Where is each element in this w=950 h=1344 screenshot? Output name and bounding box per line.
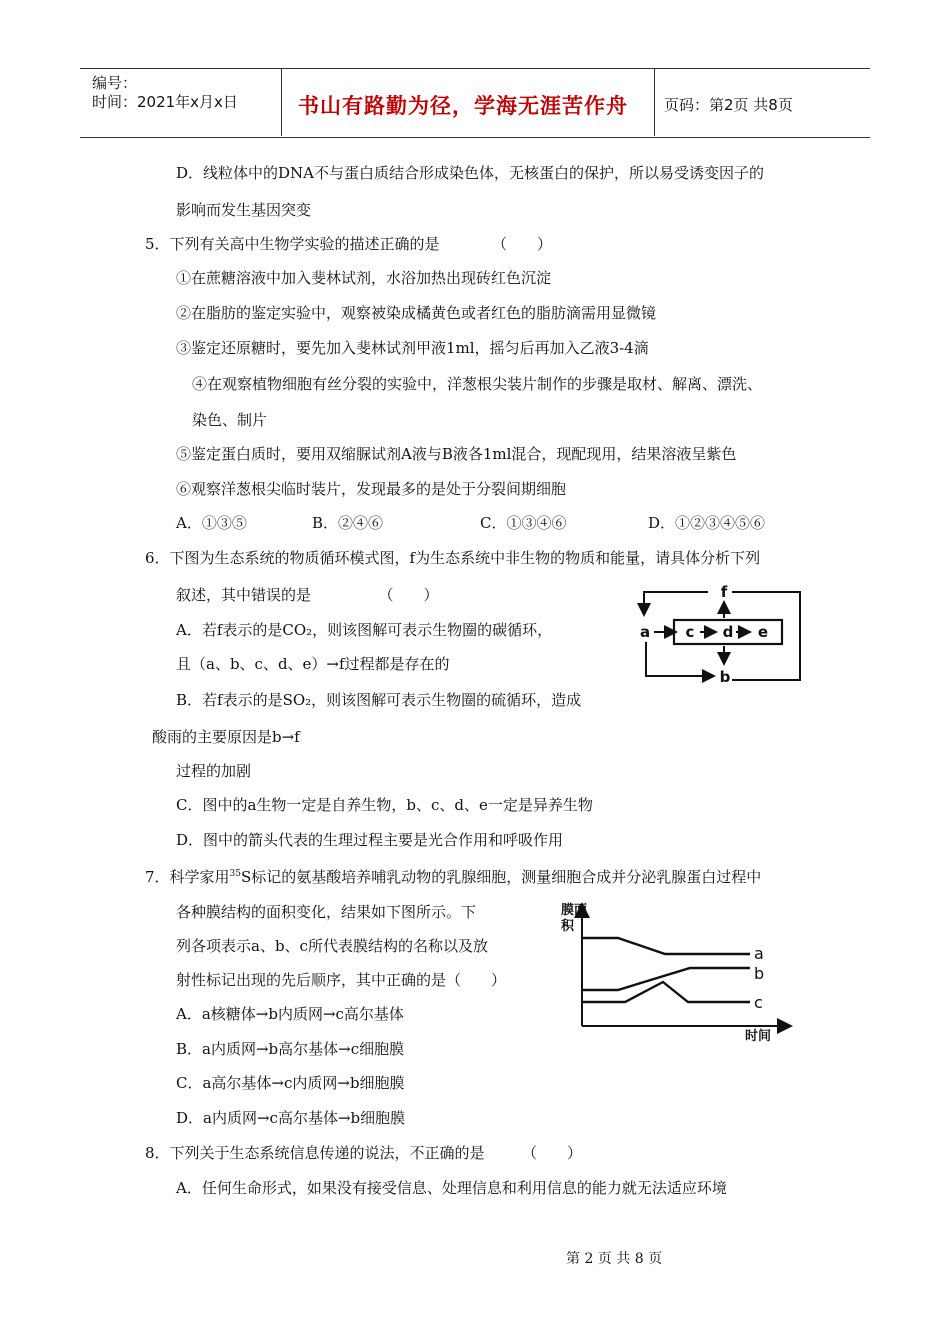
question-7-stem-line2: 各种膜结构的面积变化，结果如下图所示。下 <box>176 903 477 921</box>
q5-statement-4-line1: ④在观察植物细胞有丝分裂的实验中，洋葱根尖装片制作的步骤是取材、解离、漂洗、 <box>192 375 763 393</box>
q5-statement-3: ③鉴定还原糖时，要先加入斐林试剂甲液1ml，摇匀后再加入乙液3-4滴 <box>176 339 649 357</box>
node-f: f <box>720 583 728 601</box>
y-axis-label-line1: 膜面 <box>561 903 588 918</box>
x-axis-label: 时间 <box>745 1029 772 1044</box>
q5-statement-5: ⑤鉴定蛋白质时，要用双缩脲试剂A液与B液各1ml混合，现配现用，结果溶液呈紫色 <box>176 445 737 463</box>
node-a: a <box>639 623 651 641</box>
series-a-line <box>582 938 750 954</box>
header-divider-1 <box>281 68 282 136</box>
q6-option-a-line2: 且（a、b、c、d、e）→f过程都是存在的 <box>176 655 450 673</box>
question-6-stem-line1: 6．下图为生态系统的物质循环模式图，f为生态系统中非生物的物质和能量，请具体分析下列 <box>145 549 761 567</box>
q6-option-b-line1: B．若f表示的是SO₂，则该图解可表示生物圈的硫循环，造成 <box>176 691 582 709</box>
q5-option-a: A．①③⑤ <box>176 514 247 532</box>
question-7-stem-line1 <box>145 864 761 887</box>
node-d: d <box>722 623 734 641</box>
node-b: b <box>719 668 731 686</box>
q5-statement-4-line2: 染色、制片 <box>192 411 268 429</box>
series-a-label: a <box>754 944 764 963</box>
q6-option-d: D．图中的箭头代表的生理过程主要是光合作用和呼吸作用 <box>176 831 564 849</box>
q4-option-d-line1: D．线粒体中的DNA不与蛋白质结合形成染色体，无核蛋白的保护，所以易受诱变因子的 <box>176 164 765 182</box>
q7-stem-start: 7．科学家用 <box>145 868 230 886</box>
node-c: c <box>685 623 695 641</box>
material-cycle-diagram <box>632 580 807 690</box>
q5-statement-1: ①在蔗糖溶液中加入斐林试剂，水浴加热出现砖红色沉淀 <box>176 269 552 287</box>
question-6-stem-line2: 叙述，其中错误的是 （ ） <box>176 586 439 604</box>
q5-statement-2: ②在脂肪的鉴定实验中，观察被染成橘黄色或者红色的脂肪滴需用显微镜 <box>176 304 657 322</box>
date-label: 时间：2021年x月x日 <box>92 93 238 111</box>
question-5-stem: 5．下列有关高中生物学实验的描述正确的是 （ ） <box>145 235 553 253</box>
q8-option-a: A．任何生命形式，如果没有接受信息、处理信息和利用信息的能力就无法适应环境 <box>176 1179 727 1197</box>
number-label: 编号： <box>92 74 138 92</box>
question-8-stem: 8．下列关于生态系统信息传递的说法，不正确的是 （ ） <box>145 1144 583 1162</box>
series-b-line <box>582 968 750 990</box>
series-c-line <box>582 982 750 1002</box>
q5-option-b: B．②④⑥ <box>312 514 384 532</box>
isotope-superscript: 35 <box>229 869 241 879</box>
series-b-label: b <box>754 964 765 983</box>
q5-option-d: D．①②③④⑤⑥ <box>648 514 766 532</box>
page-info: 页码：第2页 共8页 <box>664 96 793 114</box>
question-7-stem-line3: 列各项表示a、b、c所代表膜结构的名称以及放 <box>176 937 488 955</box>
motto-text: 书山有路勤为径，学海无涯苦作舟 <box>298 94 628 118</box>
page-footer: 第 2 页 共 8 页 <box>566 1251 663 1267</box>
y-axis-label-line2: 积 <box>561 919 575 934</box>
q5-statement-6: ⑥观察洋葱根尖临时装片，发现最多的是处于分裂间期细胞 <box>176 480 567 498</box>
q6-option-b-line3: 过程的加剧 <box>176 762 252 780</box>
arrow-a-to-b <box>646 642 714 676</box>
q6-option-b-line2: 酸雨的主要原因是b→f <box>152 728 300 746</box>
arrow-f-to-a <box>644 592 708 615</box>
q7-option-d: D．a内质网→c高尔基体→b细胞膜 <box>176 1109 406 1127</box>
series-c-label: c <box>754 993 763 1012</box>
q4-option-d-line2: 影响而发生基因突变 <box>176 201 312 219</box>
q7-option-b: B．a内质网→b高尔基体→c细胞膜 <box>176 1040 405 1058</box>
q5-option-c: C．①③④⑥ <box>480 514 567 532</box>
node-e: e <box>757 623 769 641</box>
question-7-stem-line4: 射性标记出现的先后顺序，其中正确的是（ ） <box>176 971 507 989</box>
membrane-area-chart <box>555 898 805 1048</box>
q6-option-c: C．图中的a生物一定是自养生物，b、c、d、e一定是异养生物 <box>176 796 593 814</box>
q7-option-a: A．a核糖体→b内质网→c高尔基体 <box>176 1005 404 1023</box>
q7-option-c: C．a高尔基体→c内质网→b细胞膜 <box>176 1074 405 1092</box>
header-divider-2 <box>654 68 655 136</box>
q7-stem-rest: S标记的氨基酸培养哺乳动物的乳腺细胞，测量细胞合成并分泌乳腺蛋白过程中 <box>241 868 762 886</box>
q6-option-a-line1: A．若f表示的是CO₂，则该图解可表示生物圈的碳循环， <box>176 621 553 639</box>
